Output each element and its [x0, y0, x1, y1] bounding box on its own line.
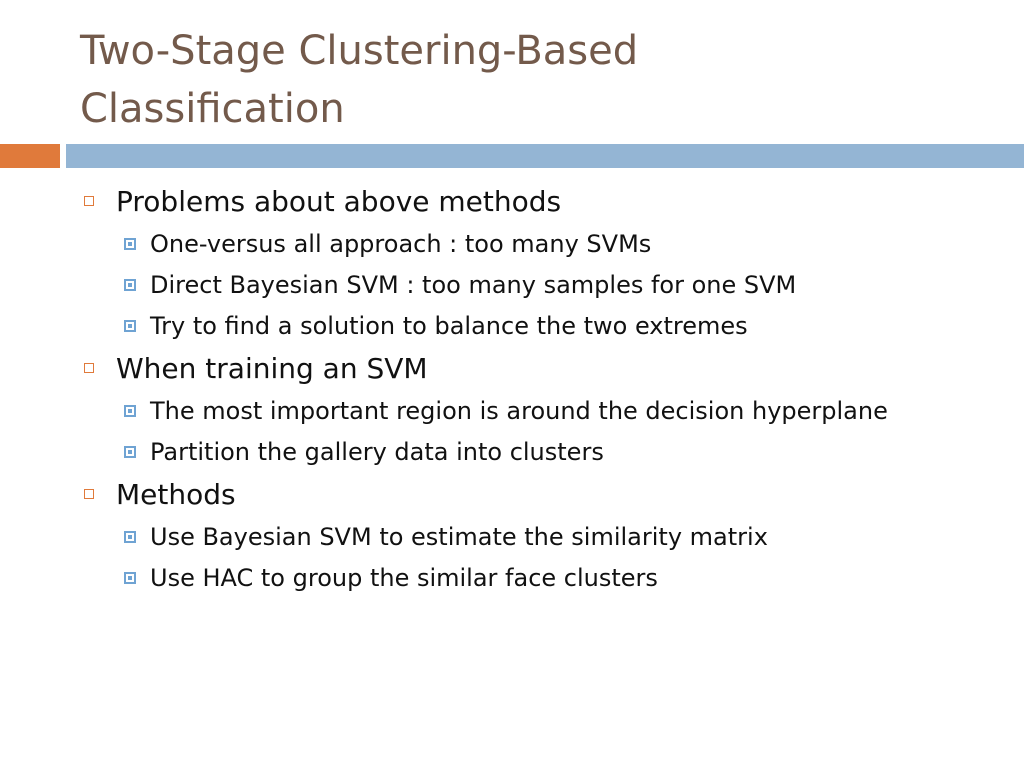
slide-title: [80, 22, 980, 138]
bullet-level2: [80, 224, 1010, 265]
filled-square-bullet-icon: [124, 531, 136, 543]
bullet-level2: [80, 306, 1010, 347]
bullet-text: One-versus all approach : too many SVMs: [150, 230, 652, 258]
slide-body: [80, 180, 1010, 599]
accent-bar-orange: [0, 144, 60, 168]
bullet-text: Problems about above methods: [116, 185, 562, 218]
hollow-square-bullet-icon: [84, 489, 94, 499]
bullet-level2: [80, 558, 1010, 599]
filled-square-bullet-icon: [124, 405, 136, 417]
filled-square-bullet-icon: [124, 446, 136, 458]
bullet-level2: [80, 391, 1010, 432]
title-line-1: Two-Stage Clustering-Based: [80, 28, 639, 74]
filled-square-bullet-icon: [124, 320, 136, 332]
bullet-level2: [80, 265, 1010, 306]
filled-square-bullet-icon: [124, 238, 136, 250]
bullet-level1: [80, 473, 1010, 517]
bullet-text: The most important region is around the decision hyperplane: [150, 397, 888, 425]
bullet-level1: [80, 347, 1010, 391]
bullet-text: Partition the gallery data into clusters: [150, 438, 604, 466]
title-line-2: Classification: [80, 86, 345, 132]
bullet-text: Use HAC to group the similar face clusters: [150, 564, 658, 592]
bullet-text: Direct Bayesian SVM : too many samples for one SVM: [150, 271, 797, 299]
filled-square-bullet-icon: [124, 279, 136, 291]
bullet-level2: [80, 432, 1010, 473]
bullet-text: When training an SVM: [116, 352, 428, 385]
accent-bar-blue: [66, 144, 1024, 168]
hollow-square-bullet-icon: [84, 363, 94, 373]
bullet-text: Use Bayesian SVM to estimate the similarity matrix: [150, 523, 768, 551]
bullet-level1: [80, 180, 1010, 224]
filled-square-bullet-icon: [124, 572, 136, 584]
bullet-text: Try to find a solution to balance the two extremes: [150, 312, 748, 340]
bullet-text: Methods: [116, 478, 236, 511]
bullet-level2: [80, 517, 1010, 558]
hollow-square-bullet-icon: [84, 196, 94, 206]
